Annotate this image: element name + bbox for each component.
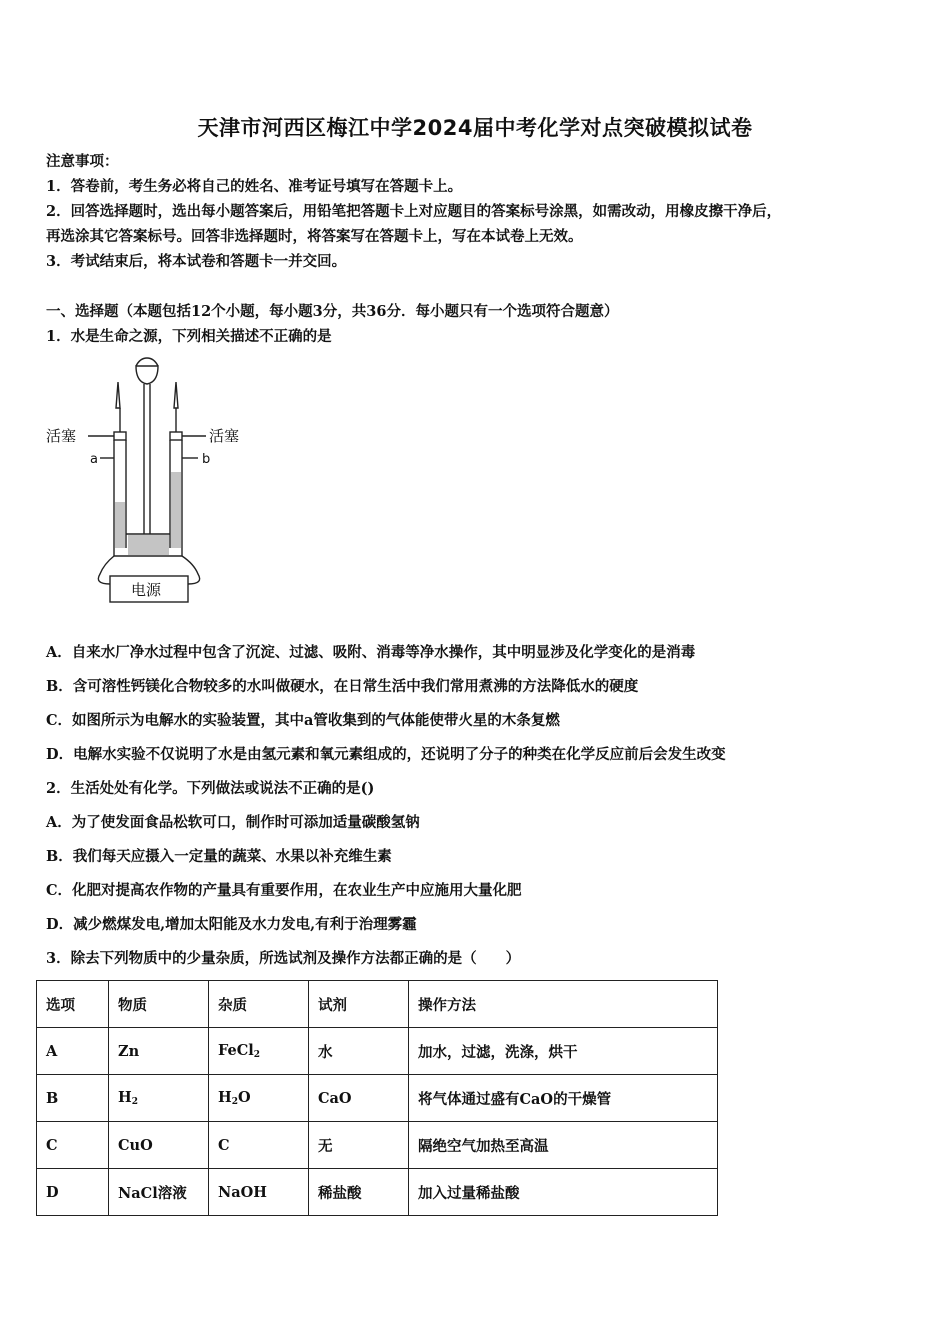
table-cell-substance — [109, 1075, 209, 1122]
table-cell-reagent: 稀盐酸 — [309, 1169, 409, 1216]
question-1-stem: 1．水是生命之源，下列相关描述不正确的是 — [46, 328, 332, 345]
table-cell-method: 将气体通过盛有CaO的干燥管 — [409, 1075, 718, 1122]
question-2-stem: 2．生活处处有化学。下列做法或说法不正确的是() — [46, 780, 375, 797]
table-row — [37, 1028, 718, 1075]
table-cell-impurity: NaOH — [209, 1169, 309, 1216]
table-cell-impurity — [209, 1028, 309, 1075]
stopcock-label-left: 活塞 — [46, 427, 77, 445]
table-header-cell: 操作方法 — [409, 981, 718, 1028]
question-1-option-a: A．自来水厂净水过程中包含了沉淀、过滤、吸附、消毒等净水操作，其中明显涉及化学变化的是消毒 — [46, 644, 696, 661]
question-2-option-c: C．化肥对提高农作物的产量具有重要作用，在农业生产中应施用大量化肥 — [46, 882, 522, 899]
section-heading: 一、选择题（本题包括12个小题，每小题3分，共36分．每小题只有一个选项符合题意） — [46, 303, 619, 320]
table-header-cell: 物质 — [109, 981, 209, 1028]
question-2-option-d: D．减少燃煤发电,增加太阳能及水力发电,有利于治理雾霾 — [46, 916, 417, 933]
table-header-cell: 试剂 — [309, 981, 409, 1028]
table-cell-option: D — [37, 1169, 109, 1216]
table-cell-impurity: C — [209, 1122, 309, 1169]
table-cell-method: 加水，过滤，洗涤，烘干 — [409, 1028, 718, 1075]
table-header-cell: 杂质 — [209, 981, 309, 1028]
table-cell-substance: CuO — [109, 1122, 209, 1169]
notice-item: 2．回答选择题时，选出每小题答案后，用铅笔把答题卡上对应题目的答案标号涂黑，如需改动，用橡皮擦干净后， — [46, 203, 782, 220]
impurity-formula: H — [218, 1089, 232, 1106]
question-2-option-b: B．我们每天应摄入一定量的蔬菜、水果以补充维生素 — [46, 848, 392, 865]
table-row — [37, 1122, 718, 1169]
impurity-subscript: 2 — [231, 1097, 238, 1107]
stopcock-label-right: 活塞 — [209, 427, 240, 445]
table-header-row — [37, 981, 718, 1028]
table-cell-method: 加入过量稀盐酸 — [409, 1169, 718, 1216]
question-2-option-a: A．为了使发面食品松软可口，制作时可添加适量碳酸氢钠 — [46, 814, 420, 831]
table-cell-option: C — [37, 1122, 109, 1169]
table-row — [37, 1075, 718, 1122]
impurity-formula-tail: O — [237, 1089, 251, 1106]
question-3-table — [36, 980, 718, 1216]
tube-a-label: a — [90, 452, 98, 467]
notice-item: 1．答卷前，考生务必将自己的姓名、准考证号填写在答题卡上。 — [46, 178, 463, 195]
table-cell-option: B — [37, 1075, 109, 1122]
table-cell-reagent: 水 — [309, 1028, 409, 1075]
impurity-subscript: 2 — [253, 1050, 261, 1060]
substance-subscript: 2 — [131, 1097, 138, 1107]
question-1-option-d: D．电解水实验不仅说明了水是由氢元素和氧元素组成的，还说明了分子的种类在化学反应前后会发生改变 — [46, 746, 726, 763]
substance-formula: H — [118, 1089, 132, 1106]
table-header-cell: 选项 — [37, 981, 109, 1028]
question-1-option-c: C．如图所示为电解水的实验装置，其中a管收集到的气体能使带火星的木条复燃 — [46, 712, 560, 729]
tube-b-label: b — [202, 452, 211, 467]
table-cell-reagent: CaO — [309, 1075, 409, 1122]
table-cell-option: A — [37, 1028, 109, 1075]
table-cell-substance: NaCl溶液 — [109, 1169, 209, 1216]
table-cell-substance: Zn — [109, 1028, 209, 1075]
table-row — [37, 1169, 718, 1216]
notice-item: 3．考试结束后，将本试卷和答题卡一并交回。 — [46, 253, 347, 270]
impurity-formula: FeCl — [218, 1042, 254, 1059]
table-cell-impurity — [209, 1075, 309, 1122]
question-1-option-b: B．含可溶性钙镁化合物较多的水叫做硬水，在日常生活中我们常用煮沸的方法降低水的硬度 — [46, 678, 639, 695]
power-supply-label: 电源 — [131, 581, 162, 599]
notice-item: 再选涂其它答案标号。回答非选择题时，将答案写在答题卡上，写在本试卷上无效。 — [46, 228, 583, 245]
notice-heading: 注意事项： — [46, 153, 119, 170]
electrolysis-apparatus-figure — [44, 352, 254, 610]
table-cell-reagent: 无 — [309, 1122, 409, 1169]
page-title: 天津市河西区梅江中学2024届中考化学对点突破模拟试卷 — [197, 116, 753, 140]
table-cell-method: 隔绝空气加热至高温 — [409, 1122, 718, 1169]
question-3-stem: 3．除去下列物质中的少量杂质，所选试剂及操作方法都正确的是（ ） — [46, 950, 521, 967]
